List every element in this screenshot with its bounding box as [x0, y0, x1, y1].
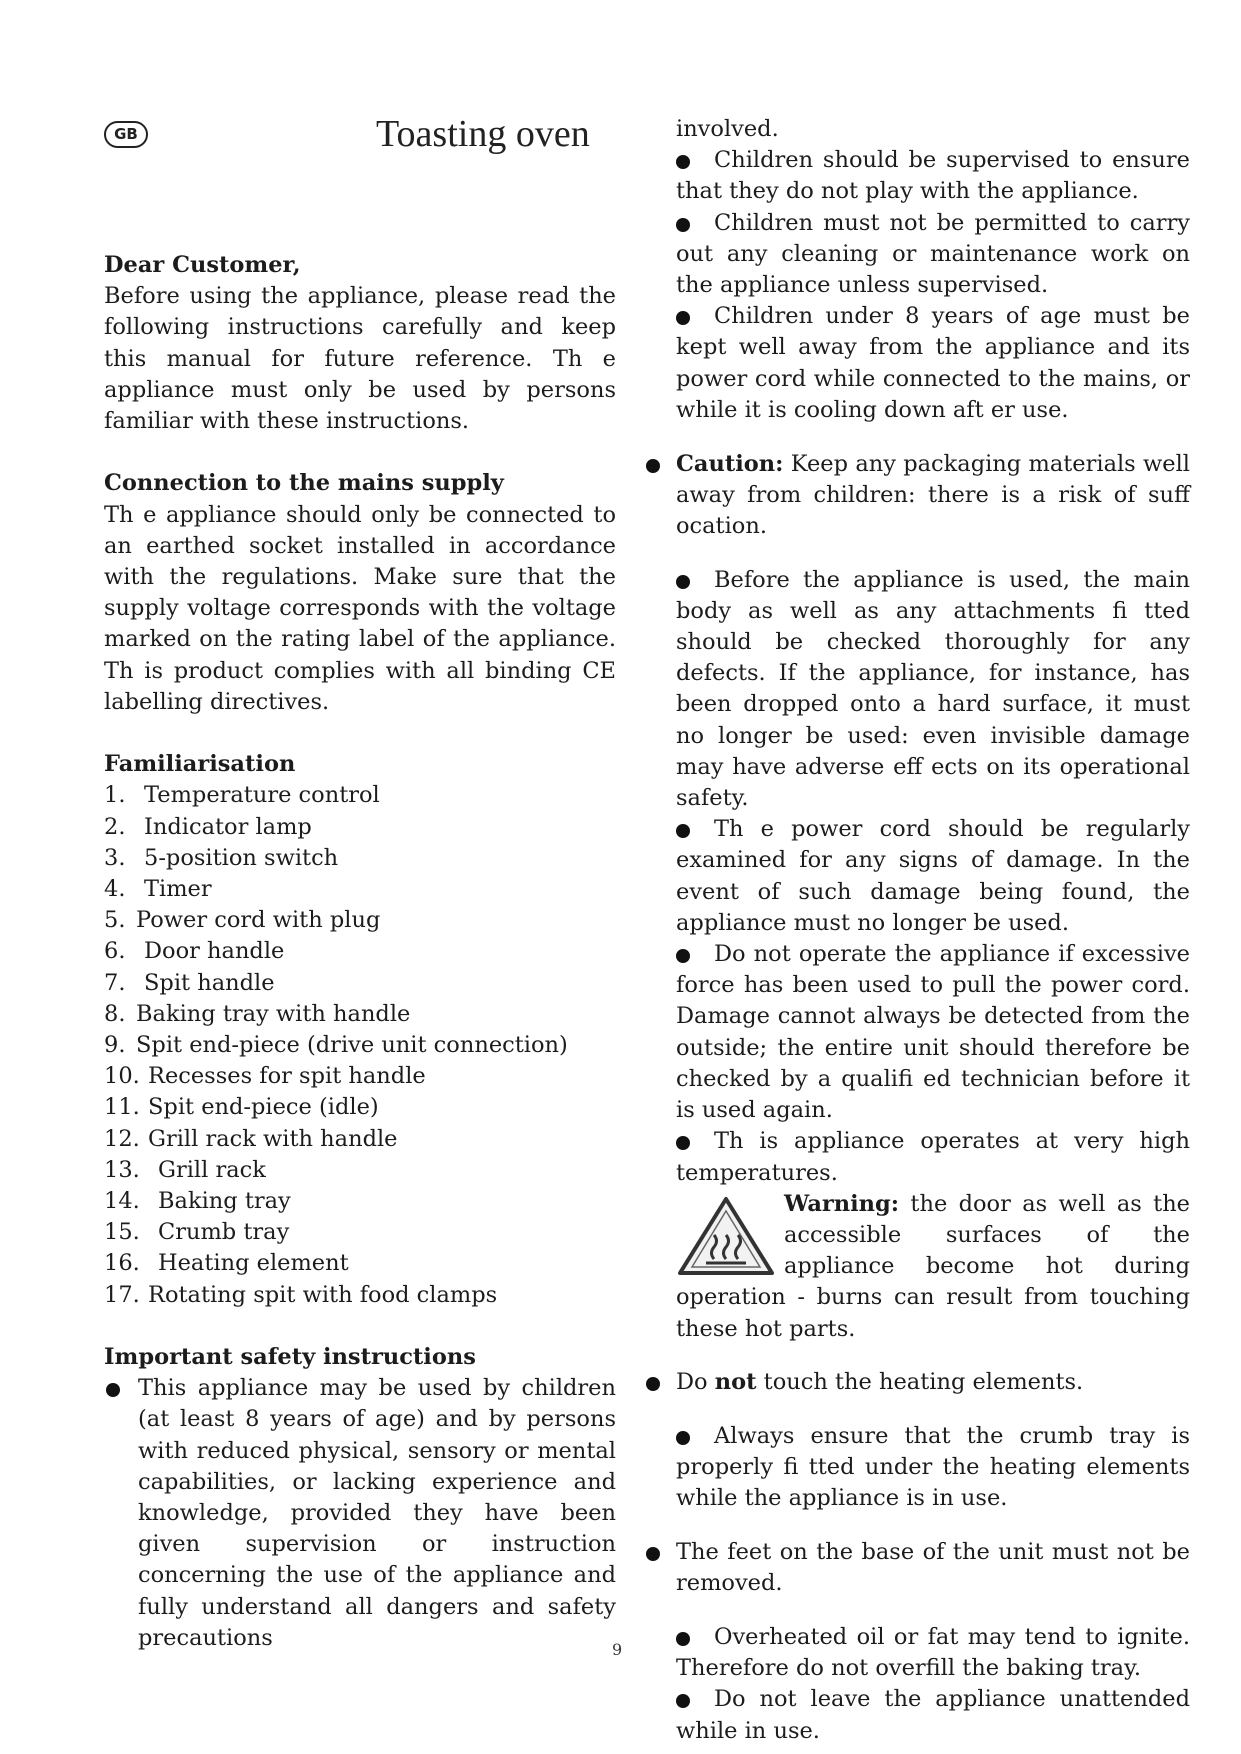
safety-bullet-heating-elements: Do not touch the heating elements.: [644, 1367, 1190, 1398]
parts-list: [104, 780, 616, 1310]
warning-text: the door as well as the accessible surfaces of the appliance become hot during operation - burns can result from touching these hot parts.: [676, 1190, 1190, 1342]
list-item: 9. Spit end-piece (drive unit connection): [104, 1032, 568, 1059]
list-item: 17. Rotating spit with food clamps: [104, 1281, 498, 1308]
greeting-heading: Dear Customer,: [104, 252, 301, 278]
list-item: 15. Crumb tray: [104, 1219, 290, 1246]
safety-bullet-unattended: Do not leave the appliance unattended while in use.: [676, 1684, 1190, 1746]
list-item: 1. Temperature control: [104, 782, 380, 809]
caution-text: Keep any packaging materials well away from children: there is a risk of suff ocation.: [676, 450, 1190, 539]
safety-bullet-excessive-force: Do not operate the appliance if excessive force has been used to pull the power cord. Damage cannot always be detected from the outside; the entire unit should therefore be checked by a qualifi ed technician before it is used again.: [676, 939, 1190, 1126]
language-badge: GB: [104, 121, 148, 148]
safety-bullet-cleaning: Children must not be permitted to carry out any cleaning or maintenance work on the appliance unless supervised.: [676, 208, 1190, 302]
safety-bullet-crumb-tray: Always ensure that the crumb tray is properly fi tted under the heating elements while the appliance is in use.: [676, 1421, 1190, 1515]
list-item: 5. Power cord with plug: [104, 907, 381, 934]
list-item: 6. Door handle: [104, 938, 285, 965]
list-item: 13. Grill rack: [104, 1156, 266, 1183]
list-item: 12. Grill rack with handle: [104, 1125, 398, 1152]
safety-bullet-power-cord: Th e power cord should be regularly examined for any signs of damage. In the event of such damage being found, the appliance must no longer be used.: [676, 814, 1190, 939]
hot-surface-warning-icon: [676, 1195, 776, 1277]
safety-bullet-children: This appliance may be used by children (at least 8 years of age) and by persons with reduced physical, sensory or mental capabilities, or lacking experience and knowledge, provided they have been given supervision or instruction concerning the use of the appliance and fully understand all dangers and safety precautions: [104, 1373, 616, 1654]
safety-bullet-oil: Overheated oil or fat may tend to ignite. Therefore do not overfill the baking tray.: [676, 1622, 1190, 1684]
hot-surface-warning: [676, 1189, 1190, 1345]
safety-bullet-supervise: Children should be supervised to ensure that they do not play with the appliance.: [676, 145, 1190, 207]
list-item: 8. Baking tray with handle: [104, 1000, 411, 1027]
page-title: Toasting oven: [376, 113, 590, 155]
right-column: [676, 114, 1190, 1747]
list-item: 3. 5-position switch: [104, 844, 339, 871]
list-item: 11. Spit end-piece (idle): [104, 1094, 379, 1121]
safety-bullet-caution: [644, 449, 1190, 543]
safety-bullet-feet: The feet on the base of the unit must not be removed.: [644, 1537, 1190, 1599]
mains-heading: Connection to the mains supply: [104, 470, 504, 497]
page-number: 9: [612, 1640, 623, 1659]
familiarisation-heading: Familiarisation: [104, 751, 296, 778]
caution-label: Caution:: [676, 450, 784, 477]
warning-label: Warning:: [784, 1190, 900, 1217]
list-item: 10. Recesses for spit handle: [104, 1063, 426, 1090]
safety-bullet-high-temp: Th is appliance operates at very high temperatures.: [676, 1126, 1190, 1188]
safety-bullet-inspect: Before the appliance is used, the main body as well as any attachments fi tted should be checked thoroughly for any defects. If the appliance, for instance, has been dropped onto a hard surface, it must no longer be used: even invisible damage may have adverse eff ects on its operational safety.: [676, 565, 1190, 815]
mains-paragraph: Th e appliance should only be connected to an earthed socket installed in accordance with the regulations. Make sure that the supply voltage corresponds with the voltage marked on the rating label of the appliance. Th is product complies with all binding CE labelling directives.: [104, 501, 616, 715]
list-item: 2. Indicator lamp: [104, 813, 312, 840]
safety-heading: Important safety instructions: [104, 1344, 476, 1371]
list-item: 7. Spit handle: [104, 969, 275, 996]
safety-bullet-under-8: Children under 8 years of age must be kept well away from the appliance and its power cord while connected to the mains, or while it is cooling down aft er use.: [676, 301, 1190, 426]
list-item: 16. Heating element: [104, 1250, 349, 1277]
list-item: 4. Timer: [104, 876, 212, 903]
continuation-text: involved.: [676, 116, 779, 142]
list-item: 14. Baking tray: [104, 1188, 291, 1215]
intro-paragraph: Before using the appliance, please read the following instructions carefully and keep this manual for future reference. Th e appliance must only be used by persons familiar with these instructions.: [104, 283, 616, 435]
left-column: [104, 250, 616, 1654]
